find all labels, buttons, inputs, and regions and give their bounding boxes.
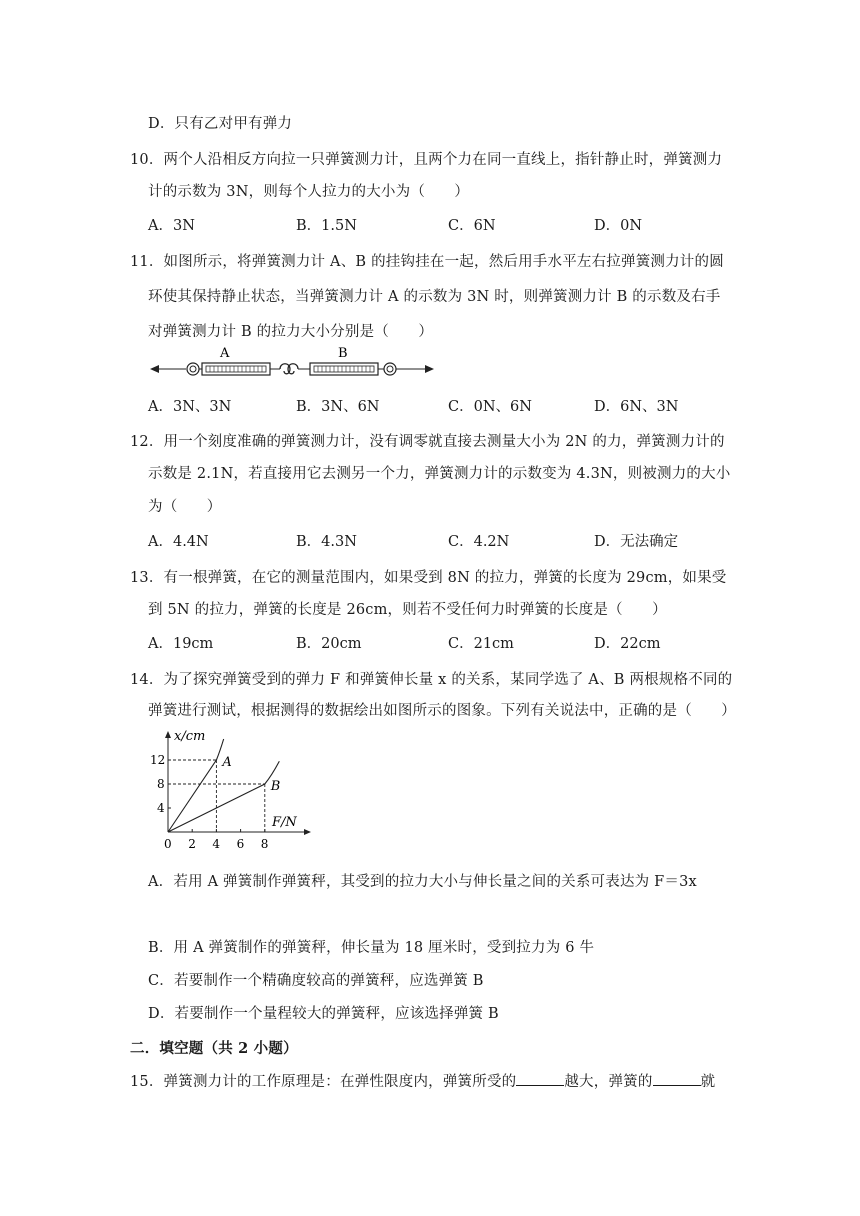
q13-option-d: D．22cm (594, 636, 661, 652)
q13-text-line2: 到 5N 的拉力，弹簧的长度是 26cm，则若不受任何力时弹簧的长度是（ ） (148, 602, 667, 618)
q12-option-c: C．4.2N (448, 534, 510, 550)
q10-option-b: B．1.5N (296, 218, 357, 234)
q11-text-line1: 11．如图所示，将弹簧测力计 A、B 的挂钩挂在一起，然后用手水平左右拉弹簧测力计的圆 (130, 254, 724, 270)
q11-text-line2: 环使其保持静止状态，当弹簧测力计 A 的示数为 3N 时，则弹簧测力计 B 的示数及右手 (148, 289, 721, 305)
q14-option-d: D．若要制作一个量程较大的弹簧秤，应该选择弹簧 B (148, 1006, 499, 1022)
q15-text-part1: 15．弹簧测力计的工作原理是：在弹性限度内，弹簧所受的 (130, 1074, 517, 1090)
q12-option-b: B．4.3N (296, 534, 357, 550)
q13-option-a: A．19cm (148, 636, 214, 652)
q11-option-b: B．3N、6N (296, 399, 380, 415)
q11-text-line3: 对弹簧测力计 B 的拉力大小分别是（ ） (148, 324, 434, 340)
series-b-label: B (270, 779, 281, 794)
x-tick-label: 6 (236, 837, 245, 851)
q9-option-d: D．只有乙对甲有弹力 (148, 116, 293, 132)
q12-text-line3: 为（ ） (148, 499, 222, 515)
q12-option-a: A．4.4N (148, 534, 209, 550)
q15-blank-1[interactable] (516, 1073, 564, 1086)
y-axis-label: x/cm (174, 729, 206, 744)
scale-a-label: A (220, 346, 230, 361)
y-tick-label: 12 (150, 753, 166, 767)
q10-text-line1: 10．两个人沿相反方向拉一只弹簧测力计，且两个力在同一直线上，指针静止时，弹簧测力 (130, 152, 723, 168)
q14-text-line2: 弹簧进行测试，根据测得的数据绘出如图所示的图象。下列有关说法中，正确的是（ ） (148, 703, 736, 719)
q10-option-d: D．0N (594, 218, 643, 234)
q13-option-b: B．20cm (296, 636, 362, 652)
q12-option-d: D．无法确定 (594, 534, 679, 550)
x-axis-label: F/N (272, 815, 297, 830)
q11-option-d: D．6N、3N (594, 399, 679, 415)
q14-option-a: A．若用 A 弹簧制作弹簧秤，其受到的拉力大小与伸长量之间的关系可表达为 F＝3x (148, 874, 697, 890)
q10-option-c: C．6N (448, 218, 496, 234)
force-extension-chart (150, 726, 320, 856)
spring-scales-figure (148, 342, 448, 382)
q15-blank-2[interactable] (653, 1073, 701, 1086)
x-tick-label: 2 (188, 837, 196, 851)
q15-text-part2: 越大，弹簧的 (564, 1074, 653, 1090)
x-tick-label: 8 (260, 837, 269, 851)
section-title: 二．填空题（共 2 小题） (130, 1040, 298, 1057)
q12-text-line1: 12．用一个刻度准确的弹簧测力计，没有调零就直接去测量大小为 2N 的力，弹簧测力计的 (130, 434, 725, 450)
q10-option-a: A．3N (148, 218, 195, 234)
q10-text-line2: 计的示数为 3N，则每个人拉力的大小为（ ） (148, 184, 470, 200)
y-tick-label: 8 (157, 777, 165, 791)
q13-option-c: C．21cm (448, 636, 514, 652)
q12-text-line2: 示数是 2.1N，若直接用它去测另一个力，弹簧测力计的示数变为 4.3N，则被测力的大小 (148, 466, 731, 482)
q14-text-line1: 14．为了探究弹簧受到的弹力 F 和弹簧伸长量 x 的关系，某同学选了 A、B 两根规格不同的 (130, 672, 733, 688)
q11-option-c: C．0N、6N (448, 399, 532, 415)
q13-text-line1: 13．有一根弹簧，在它的测量范围内，如果受到 8N 的拉力，弹簧的长度为 29cm，如果受 (130, 570, 727, 586)
q14-option-c: C．若要制作一个精确度较高的弹簧秤，应选弹簧 B (148, 973, 484, 989)
y-tick-label: 4 (157, 801, 165, 815)
x-tick-label: 0 (164, 837, 172, 851)
q14-option-b: B．用 A 弹簧制作的弹簧秤，伸长量为 18 厘米时，受到拉力为 6 牛 (148, 940, 595, 956)
q11-option-a: A．3N、3N (148, 399, 232, 415)
x-tick-label: 4 (212, 837, 221, 851)
q15-text-line1 (130, 1070, 715, 1091)
scale-b-label: B (338, 346, 348, 361)
series-b-line (168, 761, 279, 832)
q15-text-part3: 就 (700, 1074, 716, 1090)
series-a-label: A (222, 755, 232, 770)
